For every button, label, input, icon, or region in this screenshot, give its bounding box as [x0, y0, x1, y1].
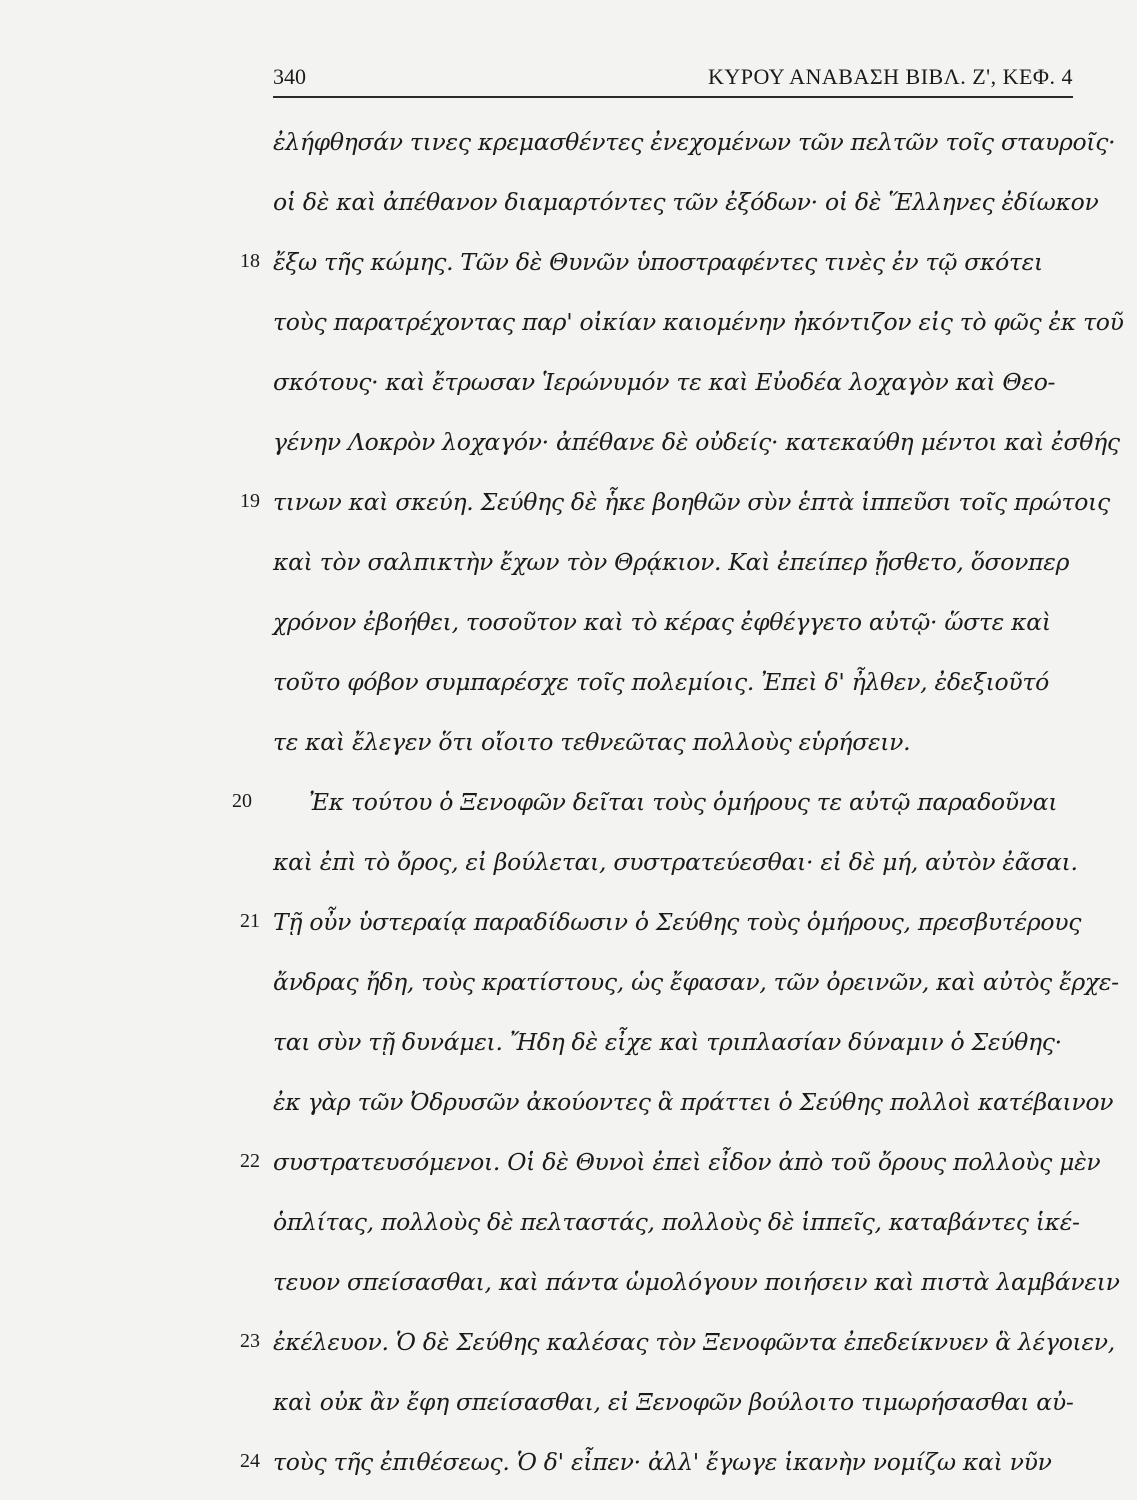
text-line: γένην Λοκρὸν λοχαγόν· ἀπέθανε δὲ οὐδείς· κατεκαύθη μέντοι καὶ ἐσθής — [273, 428, 1120, 456]
section-number: 23 — [240, 1330, 260, 1352]
text-line: τευον σπείσασθαι, καὶ πάντα ὡμολόγουν ποιήσειν καὶ πιστὰ λαμβάνειν — [273, 1268, 1120, 1296]
section-number: 21 — [240, 910, 260, 932]
text-line: ται σὺν τῇ δυνάμει. Ἤδη δὲ εἶχε καὶ τριπλασίαν δύναμιν ὁ Σεύθης· — [273, 1028, 1062, 1056]
text-line: ἐκ γὰρ τῶν Ὀδρυσῶν ἀκούοντες ἃ πράττει ὁ Σεύθης πολλοὶ κατέβαινον — [273, 1088, 1114, 1116]
page-header — [273, 62, 1073, 98]
text-line: καὶ οὐκ ἂν ἔφη σπείσασθαι, εἰ Ξενοφῶν βούλοιτο τιμωρήσασθαι αὐ- — [273, 1388, 1074, 1416]
section-number: 20 — [232, 790, 252, 812]
text-line: τινων καὶ σκεύη. Σεύθης δὲ ἧκε βοηθῶν σὺν ἑπτὰ ἱππεῦσι τοῖς πρώτοις — [273, 488, 1110, 516]
text-line: Ἐκ τούτου ὁ Ξενοφῶν δεῖται τοὺς ὁμήρους τε αὐτῷ παραδοῦναι — [309, 788, 1058, 816]
text-line: τε καὶ ἔλεγεν ὅτι οἴοιτο τεθνεῶτας πολλοὺς εὑρήσειν. — [273, 728, 911, 756]
section-number: 24 — [240, 1450, 260, 1472]
text-line: σκότους· καὶ ἔτρωσαν Ἱερώνυμόν τε καὶ Εὐοδέα λοχαγὸν καὶ Θεο- — [273, 368, 1056, 396]
running-head: ΚΥΡΟΥ ΑΝΑΒΑΣΗ ΒΙΒΛ. Ζ', ΚΕΦ. 4 — [707, 64, 1073, 89]
section-number: 19 — [240, 490, 260, 512]
text-line: χρόνον ἐβοήθει, τοσοῦτον καὶ τὸ κέρας ἐφθέγγετο αὐτῷ· ὥστε καὶ — [273, 608, 1051, 636]
page-number: 340 — [273, 64, 306, 89]
text-line: τοὺς παρατρέχοντας παρ' οἰκίαν καιομένην ἠκόντιζον εἰς τὸ φῶς ἐκ τοῦ — [273, 308, 1124, 336]
text-line: συστρατευσόμενοι. Οἱ δὲ Θυνοὶ ἐπεὶ εἶδον ἀπὸ τοῦ ὄρους πολλοὺς μὲν — [273, 1148, 1101, 1176]
section-number: 22 — [240, 1150, 260, 1172]
text-line: ἐλήφθησάν τινες κρεμασθέντες ἐνεχομένων τῶν πελτῶν τοῖς σταυροῖς· — [273, 128, 1116, 156]
text-line: Τῇ οὖν ὑστεραίᾳ παραδίδωσιν ὁ Σεύθης τοὺς ὁμήρους, πρεσβυτέρους — [273, 908, 1082, 936]
text-line: ἔξω τῆς κώμης. Τῶν δὲ Θυνῶν ὑποστραφέντες τινὲς ἐν τῷ σκότει — [273, 248, 1043, 276]
text-line: καὶ ἐπὶ τὸ ὄρος, εἰ βούλεται, συστρατεύεσθαι· εἰ δὲ μή, αὐτὸν ἐᾶσαι. — [273, 848, 1078, 876]
text-line: τοὺς τῆς ἐπιθέσεως. Ὁ δ' εἶπεν· ἀλλ' ἔγωγε ἱκανὴν νομίζω καὶ νῦν — [273, 1448, 1052, 1476]
text-line: ἐκέλευον. Ὁ δὲ Σεύθης καλέσας τὸν Ξενοφῶντα ἐπεδείκνυεν ἃ λέγοιεν, — [273, 1328, 1115, 1356]
text-line: καὶ τὸν σαλπικτὴν ἔχων τὸν Θρᾴκιον. Καὶ ἐπείπερ ᾔσθετο, ὅσονπερ — [273, 548, 1070, 576]
text-line: οἱ δὲ καὶ ἀπέθανον διαμαρτόντες τῶν ἐξόδων· οἱ δὲ Ἕλληνες ἐδίωκον — [273, 188, 1099, 216]
text-line: τοῦτο φόβον συμπαρέσχε τοῖς πολεμίοις. Ἐπεὶ δ' ἦλθεν, ἐδεξιοῦτό — [273, 668, 1049, 696]
text-line: ἄνδρας ἤδη, τοὺς κρατίστους, ὡς ἔφασαν, τῶν ὀρεινῶν, καὶ αὐτὸς ἔρχε- — [273, 968, 1119, 996]
text-line: ὁπλίτας, πολλοὺς δὲ πελταστάς, πολλοὺς δὲ ἱππεῖς, καταβάντες ἱκέ- — [273, 1208, 1080, 1236]
section-number: 18 — [240, 250, 260, 272]
